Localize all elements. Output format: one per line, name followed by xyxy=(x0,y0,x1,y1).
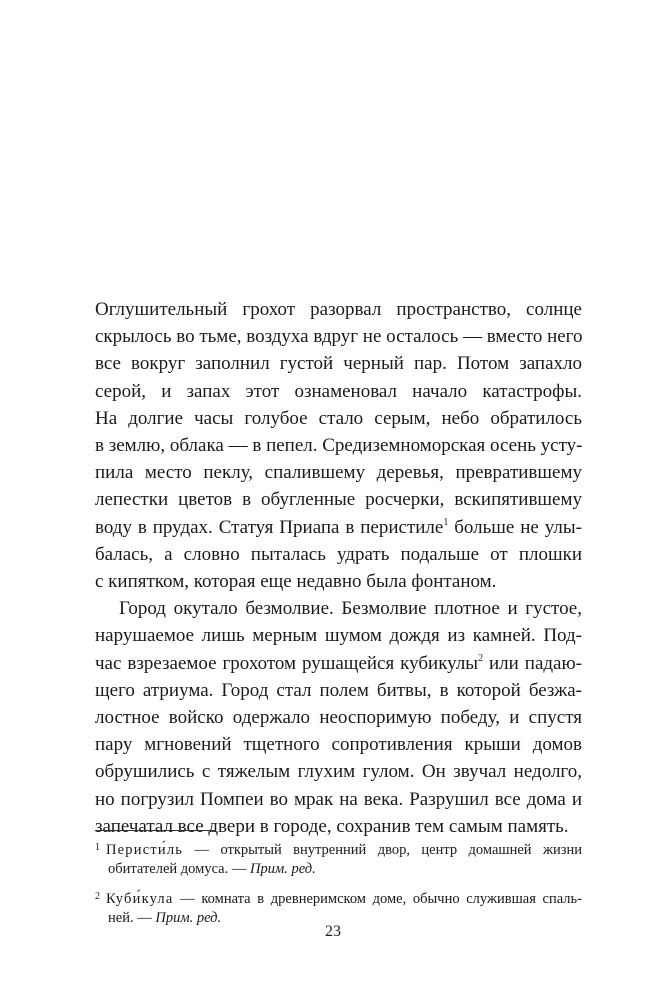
footnote-number: 1 xyxy=(95,842,100,853)
text-line: пару мгновений тщетного сопротивления крыши домов xyxy=(95,734,582,756)
text-line: нарушаемое лишь мерным шумом дождя из камней. Под- xyxy=(95,625,582,647)
footnote-line xyxy=(95,838,582,860)
footnote-term: Перисти́ль xyxy=(106,842,184,858)
footnote-divider xyxy=(95,830,216,831)
text-line: серой, и запах этот ознаменовал начало катастрофы. xyxy=(95,380,582,402)
text-line: скрылось во тьме, воздуха вдруг не осталось — вместо него xyxy=(95,326,583,348)
footnote-2 xyxy=(95,887,582,928)
footnote-definition: — комната в древнеримском доме, обычно служившая спаль- xyxy=(173,891,582,907)
text-line: с кипятком, которая еще недавно была фонтаном. xyxy=(95,571,497,593)
editor-note: Прим. ред. xyxy=(155,910,222,926)
footnote-number: 2 xyxy=(95,891,100,902)
text-segment: час взрезаемое грохотом рушащейся кубикулы xyxy=(95,652,479,674)
text-line: На долгие часы голубое стало серым, небо обратилось xyxy=(95,407,582,429)
text-line: Город окутало безмолвие. Безмолвие плотное и густое, xyxy=(119,598,582,620)
footnote-ref-2[interactable]: 2 xyxy=(478,652,484,664)
text-line: но погрузил Помпеи во мрак на века. Разрушил все дома и xyxy=(95,788,582,810)
footnote-term: Куби́кула xyxy=(106,891,174,907)
text-line: пила место пеклу, спалившему деревья, превратившему xyxy=(95,462,582,484)
text-line: лостное войско одержало неоспоримую победу, и спустя xyxy=(95,707,582,729)
text-segment: или падаю- xyxy=(483,652,582,674)
editor-note: Прим. ред. xyxy=(250,861,316,877)
paragraph-1 xyxy=(95,296,582,595)
footnote-definition: ней. — xyxy=(108,910,156,926)
text-line: лепестки цветов в обугленные росчерки, вскипятившему xyxy=(95,489,582,511)
footnote-definition: обитателей домуса. — xyxy=(108,861,250,877)
text-line: все вокруг заполнил густой черный пар. Потом запахло xyxy=(95,353,582,375)
text-line: запечатал все двери в городе, сохранив тем самым память. xyxy=(95,815,569,837)
text-line: щего атриума. Город стал полем битвы, в которой безжа- xyxy=(95,679,582,701)
text-line: Оглушительный грохот разорвал пространство, солнце xyxy=(95,299,582,320)
footnote-1 xyxy=(95,838,582,879)
paragraph-2 xyxy=(95,595,582,840)
footnote-ref-1[interactable]: 1 xyxy=(443,516,449,528)
footnote-definition: — открытый внутренний двор, центр домашней жизни xyxy=(183,842,582,858)
footnotes xyxy=(95,838,582,936)
text-line: обрушились с тяжелым глухим гулом. Он звучал недолго, xyxy=(95,761,582,783)
footnote-line xyxy=(95,860,582,879)
footnote-line xyxy=(95,887,582,909)
main-text xyxy=(95,296,582,840)
page-number: 23 xyxy=(325,923,341,940)
text-line-with-footnote xyxy=(95,650,582,677)
text-segment: больше не улы- xyxy=(448,516,583,538)
text-line-with-footnote xyxy=(95,514,582,541)
text-segment: воду в прудах. Статуя Приапа в перистиле xyxy=(95,516,444,538)
text-line: в землю, облака — в пепел. Средиземноморская осень усту- xyxy=(95,435,583,457)
text-line: балась, а словно пыталась удрать подальше от плошки xyxy=(95,543,582,565)
